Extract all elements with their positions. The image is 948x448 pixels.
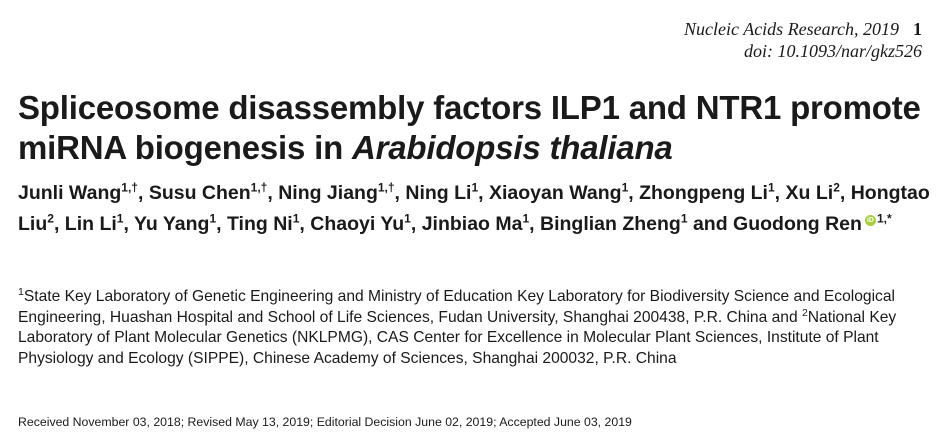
author-affiliation-mark: 2 (47, 211, 54, 226)
author-affiliation-mark: 1,† (121, 180, 138, 195)
author-affiliation-mark: 1 (471, 180, 479, 195)
author-affiliation-mark: 1,† (250, 180, 268, 195)
author-affiliation-mark: 1,* (876, 211, 892, 226)
author-list: Junli Wang$^{1,\dagger}$, Susu Chen$^{1,\dagger}$, Ning Jiang$^{1,\dagger}$, Ning Li$^1$, Xiaoyan Wang$^1$, Zhongpeng Li$^1$, Xu Li$^2$, Hongtao Liu$^2$, Lin Li$^1$, Yu Yang$^1$, Ting Ni$^1$, Chaoyi Yu$^1$, Jinbiao Ma$^1$, Binglian Zheng$^1$ and Guodong Ren iD $^{1,*}$ (18, 180, 930, 235)
author-affiliation-mark: 1 (404, 211, 411, 226)
publication-history: Received November 03, 2018; Revised May 13, 2019; Editorial Decision June 02, 2019; Accepted June 03, 2019 (18, 415, 632, 429)
doi: doi: 10.1093/nar/gkz526 (744, 41, 922, 61)
page-number: 1 (913, 19, 922, 39)
affiliation-mark: 1 (18, 285, 24, 298)
author-affiliation-mark: 1 (621, 180, 629, 195)
author-name: Guodong Ren (733, 213, 862, 235)
journal-header (684, 18, 922, 62)
author-name: Xiaoyan Wang (489, 182, 622, 204)
author-name: Zhongpeng Li (639, 182, 768, 204)
author-conjunction: and (692, 213, 728, 235)
author-name: Susu Chen (148, 182, 251, 204)
author-name: Ting Ni (227, 213, 293, 235)
author-name: Ning Jiang (278, 182, 378, 204)
author-name: Binglian Zheng (540, 213, 681, 235)
author-name: Jinbiao Ma (421, 213, 523, 235)
affiliation-text: National Key Laboratory of Plant Molecular Genetics (NKLPMG), CAS Center for Excellence in Molecular Plant Sciences, Institute of Plant Physiology and Ecology (SIPPE), Chinese Academy of Sciences, Shanghai 200032, P.R. China (18, 308, 897, 367)
affiliation-mark: 2 (801, 306, 808, 319)
author-name: Chaoyi Yu (310, 213, 405, 235)
author-affiliation-mark: 1,† (377, 180, 395, 195)
author-affiliation-mark: 1 (292, 211, 300, 226)
orcid-icon[interactable]: iD (866, 217, 874, 224)
author-affiliation-mark: 1 (522, 211, 530, 226)
author-name: Xu Li (785, 182, 834, 204)
author-affiliation-mark: 1 (116, 211, 124, 226)
affiliations (18, 287, 938, 369)
author-affiliation-mark: 2 (833, 180, 840, 195)
journal-citation: Nucleic Acids Research, 2019 (684, 19, 899, 39)
author-name: Lin Li (64, 213, 117, 235)
author-name: Ning Li (405, 182, 472, 204)
article-title (18, 88, 938, 168)
title-text: Spliceosome disassembly factors ILP1 and NTR1 promote miRNA biogenesis in (18, 89, 921, 166)
author-affiliation-mark: 1 (767, 180, 775, 195)
title-species: Arabidopsis thaliana (352, 129, 673, 166)
author-name: Yu Yang (133, 213, 210, 235)
journal-line (684, 18, 922, 40)
author-name: Hongtao Liu (18, 182, 930, 235)
author-affiliation-mark: 1 (209, 211, 217, 226)
author-name: Junli Wang (18, 182, 122, 204)
affiliation-text: State Key Laboratory of Genetic Engineering and Ministry of Education Key Laboratory for Biodiversity Science and Ecological Engineering, Huashan Hospital and School of Life Sciences, Fudan University, Shanghai 200438, P.R. China and (18, 288, 895, 326)
author-affiliation-mark: 1 (680, 211, 688, 226)
